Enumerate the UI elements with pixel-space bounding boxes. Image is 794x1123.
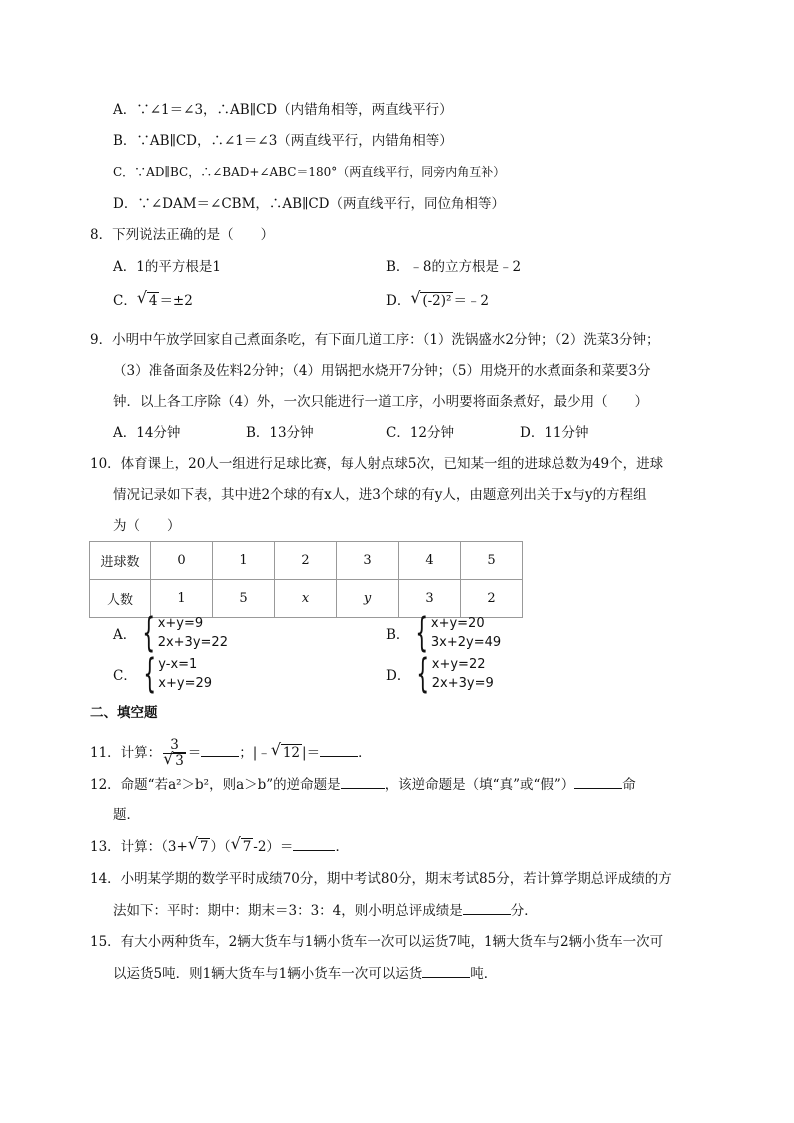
- q7-option-d: D．∵∠DAM＝∠CBM，∴AB∥CD（两直线平行，同位角相等）: [113, 196, 505, 212]
- option-label: D．: [386, 668, 411, 684]
- table-cell: 进球数: [90, 542, 151, 580]
- option-label: A．: [113, 627, 137, 643]
- option-label: C．: [113, 668, 137, 684]
- q8-option-d: [386, 288, 490, 311]
- sqrt-symbol: √ 7: [187, 834, 209, 855]
- table-cell: 4: [399, 542, 461, 580]
- q7-option-c: C．∵AD∥BC，∴∠BAD+∠ABC＝180°（两直线平行，同旁内角互补）: [113, 165, 506, 179]
- table-cell: 3: [337, 542, 399, 580]
- q8-stem: 8．下列说法正确的是（ ）: [90, 227, 275, 243]
- q13-prefix: 13．计算：（3+: [90, 839, 188, 855]
- fraction-numerator: 3: [163, 738, 186, 754]
- q12-line-2: 题．: [113, 807, 140, 823]
- brace-symbol: {: [142, 610, 156, 656]
- q10-option-a: [113, 610, 228, 656]
- fraction: [163, 738, 186, 769]
- equation: x+y=20: [430, 616, 485, 631]
- section-title: 二、填空题: [90, 705, 158, 721]
- answer-blank[interactable]: [463, 900, 511, 915]
- sqrt-symbol: √ 3: [163, 749, 184, 769]
- q15-line-1: 15．有大小两种货车，2辆大货车与1辆小货车一次可以运货7吨，1辆大货车与2辆小货车一次可: [90, 934, 664, 950]
- q8-option-c: [113, 288, 193, 311]
- sqrt-symbol: √ 12: [270, 740, 301, 761]
- q9-option-a: A．14分钟: [113, 425, 181, 441]
- q7-option-b: B．∵AB∥CD，∴∠1＝∠3（两直线平行，内错角相等）: [113, 133, 453, 149]
- table-cell: x: [275, 580, 337, 618]
- sqrt-symbol: √ 7: [230, 834, 252, 855]
- q11-end: |＝: [302, 745, 321, 761]
- q11-separator: ；|﹣: [239, 745, 271, 761]
- q12-text-b: ，该逆命题是（填“真”或“假”）: [384, 777, 575, 793]
- q9-option-d: D．11分钟: [520, 425, 589, 441]
- q8-d-label: D．: [386, 293, 411, 309]
- q11: [90, 738, 372, 769]
- q10-line-3: 为（ ）: [113, 518, 181, 534]
- equation: 2x+3y=9: [431, 676, 494, 691]
- q14-text-a: 法如下：平时：期中：期末＝3：3：4，则小明总评成绩是: [113, 903, 463, 919]
- equation: x+y=22: [431, 657, 486, 672]
- q13-period: ．: [335, 839, 349, 855]
- q11-prefix: 11．计算：: [90, 745, 162, 761]
- q13-mid: ）（: [210, 839, 231, 855]
- goals-table: [89, 541, 523, 618]
- answer-blank[interactable]: [422, 963, 470, 978]
- answer-blank[interactable]: [320, 742, 358, 757]
- q10-line-2: 情况记录如下表，其中进2个球的有x人，进3个球的有y人，由题意列出关于x与y的方程组: [113, 487, 647, 503]
- equation: 3x+2y=49: [430, 635, 502, 650]
- q9-line-2: （3）准备面条及佐料2分钟；（4）用锅把水烧开7分钟；（5）用烧开的水煮面条和菜要3分: [113, 363, 651, 379]
- table-cell: 2: [461, 580, 523, 618]
- q12-text-a: 12．命题“若a²＞b²，则a＞b”的逆命题是: [90, 777, 341, 793]
- q9-line-1: 9．小明中午放学回家自己煮面条吃，有下面几道工序：（1）洗锅盛水2分钟；（2）洗菜3分钟；: [90, 332, 660, 348]
- q8-option-b: B．﹣8的立方根是﹣2: [386, 259, 522, 275]
- answer-blank[interactable]: [341, 774, 385, 789]
- q14-line-1: 14．小明某学期的数学平时成绩70分，期中考试80分，期末考试85分，若计算学期总评成绩的方: [90, 871, 672, 887]
- q7-option-a: A．∵∠1＝∠3，∴AB∥CD（内错角相等，两直线平行）: [113, 102, 453, 118]
- q9-option-b: B．13分钟: [246, 425, 314, 441]
- equation: x+y=9: [157, 616, 204, 631]
- q13-radicand: 7: [242, 839, 252, 855]
- brace-symbol: {: [143, 651, 156, 697]
- q11-equals: ＝: [187, 745, 202, 761]
- q13-radicand: 7: [199, 839, 209, 855]
- q8-c-rest: ＝±2: [159, 293, 193, 309]
- q14-line-2: [113, 900, 538, 921]
- table-cell: y: [337, 580, 399, 618]
- q13-post: -2）＝: [253, 839, 294, 855]
- q11-radicand: 12: [282, 745, 301, 761]
- table-cell: 3: [399, 580, 461, 618]
- table-cell: 5: [213, 580, 275, 618]
- q8-option-a: A．1的平方根是1: [113, 259, 221, 275]
- sqrt-symbol: √ 4: [136, 288, 158, 309]
- table-cell: 人数: [90, 580, 151, 618]
- q10-option-d: [386, 651, 494, 697]
- answer-blank[interactable]: [574, 774, 622, 789]
- q8-d-rest: ＝﹣2: [453, 293, 490, 309]
- table-cell: 2: [275, 542, 337, 580]
- table-cell: 1: [151, 580, 213, 618]
- q15-text-b: 吨．: [470, 966, 498, 982]
- sqrt-symbol: √ (-2)²: [410, 288, 452, 309]
- q9-option-c: C．12分钟: [386, 425, 455, 441]
- q11-period: ．: [358, 745, 372, 761]
- equation: x+y=29: [158, 676, 213, 691]
- q9-line-3: 钟．以上各工序除（4）外，一次只能进行一道工序，小明要将面条煮好，最少用（ ）: [113, 394, 649, 410]
- q15-text-a: 以运货5吨．则1辆大货车与1辆小货车一次可以运货: [113, 966, 423, 982]
- q13: [90, 836, 349, 857]
- brace-symbol: {: [416, 651, 430, 697]
- brace-symbol: {: [415, 610, 429, 656]
- q10-line-1: 10．体育课上，20人一组进行足球比赛，每人射点球5次，已知某一组的进球总数为49个，进球: [90, 456, 664, 472]
- q10-option-b: [386, 610, 502, 656]
- q15-line-2: [113, 963, 497, 984]
- equation: y-x=1: [158, 657, 198, 672]
- table-row: [90, 542, 523, 580]
- q12-text-c: 命: [622, 777, 636, 793]
- fraction-denominator: 3: [175, 753, 184, 769]
- q8-d-radicand: (-2)²: [422, 293, 452, 309]
- table-cell: 5: [461, 542, 523, 580]
- table-cell: 0: [151, 542, 213, 580]
- q14-text-b: 分．: [510, 903, 538, 919]
- option-label: B．: [386, 627, 410, 643]
- answer-blank[interactable]: [293, 836, 335, 851]
- q10-option-c: [113, 651, 213, 697]
- equation: 2x+3y=22: [157, 635, 228, 650]
- q8-c-radicand: 4: [148, 293, 158, 309]
- q8-c-label: C．: [113, 293, 137, 309]
- table-cell: 1: [213, 542, 275, 580]
- answer-blank[interactable]: [201, 742, 239, 757]
- q12-line-1: [90, 774, 636, 795]
